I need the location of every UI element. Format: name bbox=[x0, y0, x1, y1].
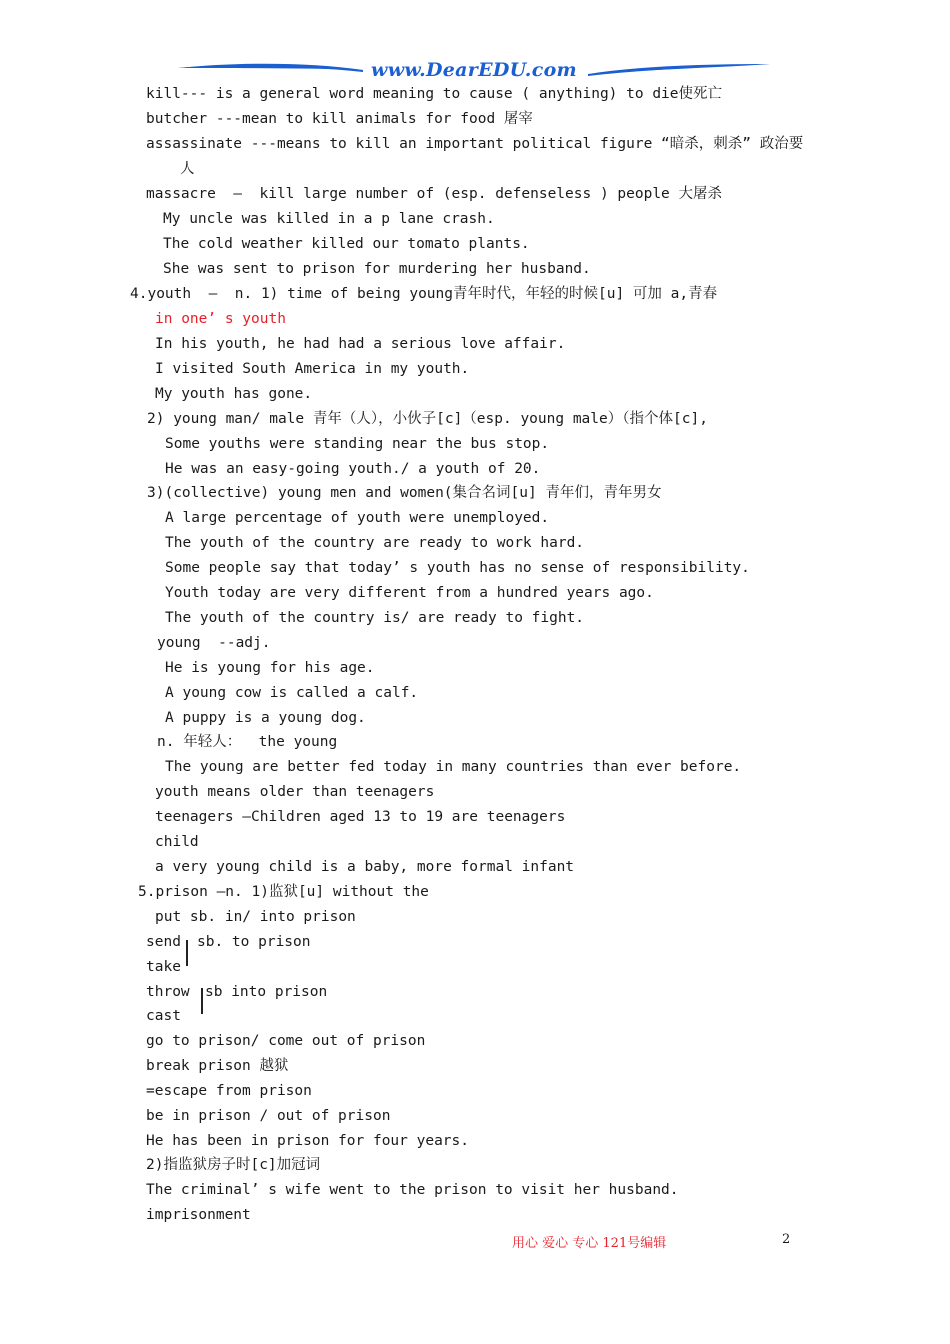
example-sentence: I visited South America in my youth. bbox=[155, 361, 470, 377]
text-line: butcher ---mean to kill animals for food 屠宰 bbox=[146, 111, 533, 127]
example-sentence: He was an easy-going youth./ a youth of 20. bbox=[165, 461, 541, 477]
example-sentence: He is young for his age. bbox=[165, 660, 375, 676]
footer-text: 用心 爱心 专心 121号编辑 bbox=[512, 1236, 667, 1251]
example-sentence: He has been in prison for four years. bbox=[146, 1133, 470, 1149]
example-sentence: The youth of the country is/ are ready to fight. bbox=[165, 610, 585, 626]
entry-heading: 4.youth – n. 1) time of being young青年时代，年轻的时候[u] 可加 a,青春 bbox=[130, 286, 718, 302]
text-line: be in prison / out of prison bbox=[146, 1108, 391, 1124]
sense-heading: n. 年轻人： the young bbox=[157, 734, 338, 750]
bracket-line bbox=[201, 988, 203, 1014]
text-line: youth means older than teenagers bbox=[155, 784, 435, 800]
site-logo[interactable]: www.DearEDU.com bbox=[371, 59, 577, 81]
text-line: teenagers –Children aged 13 to 19 are teenagers bbox=[155, 809, 566, 825]
text-line: a very young child is a baby, more formal infant bbox=[155, 859, 575, 875]
example-sentence: The cold weather killed our tomato plants. bbox=[163, 236, 530, 252]
example-sentence: Some people say that today’ s youth has no sense of responsibility. bbox=[165, 560, 750, 576]
text-line: put sb. in/ into prison bbox=[155, 909, 356, 925]
text-line: kill--- is a general word meaning to cause ( anything) to die使死亡 bbox=[146, 86, 723, 102]
sense-heading: 2)指监狱房子时[c]加冠词 bbox=[146, 1157, 321, 1173]
example-sentence: My youth has gone. bbox=[155, 386, 313, 402]
text-line: send bbox=[146, 934, 181, 950]
text-line: =escape from prison bbox=[146, 1083, 312, 1099]
highlighted-phrase: in one’ s youth bbox=[155, 311, 286, 327]
text-line: sb into prison bbox=[205, 984, 328, 1000]
example-sentence: In his youth, he had had a serious love affair. bbox=[155, 336, 566, 352]
text-line: imprisonment bbox=[146, 1207, 251, 1223]
text-line: child bbox=[155, 834, 199, 850]
example-sentence: The criminal’ s wife went to the prison to visit her husband. bbox=[146, 1182, 679, 1198]
example-sentence: Some youths were standing near the bus stop. bbox=[165, 436, 550, 452]
text-line: assassinate ---means to kill an important political figure “暗杀，刺杀” 政治要 bbox=[146, 136, 804, 152]
example-sentence: The youth of the country are ready to work hard. bbox=[165, 535, 585, 551]
bracket-line bbox=[186, 940, 188, 966]
text-line: massacre – kill large number of (esp. defenseless ) people 大屠杀 bbox=[146, 186, 723, 202]
example-sentence: A young cow is called a calf. bbox=[165, 685, 419, 701]
example-sentence: She was sent to prison for murdering her husband. bbox=[163, 261, 591, 277]
text-line: take bbox=[146, 959, 181, 975]
text-line: throw bbox=[146, 984, 190, 1000]
text-line: cast bbox=[146, 1008, 181, 1024]
entry-heading: 5.prison –n. 1)监狱[u] without the bbox=[138, 884, 429, 900]
text-line: break prison 越狱 bbox=[146, 1058, 289, 1074]
text-line: 人 bbox=[180, 161, 195, 177]
text-line: sb. to prison bbox=[197, 934, 311, 950]
example-sentence: The young are better fed today in many countries than ever before. bbox=[165, 759, 742, 775]
sense-heading: young --adj. bbox=[157, 635, 271, 651]
sense-heading: 3)(collective) young men and women(集合名词[u] 青年们，青年男女 bbox=[147, 485, 662, 501]
example-sentence: Youth today are very different from a hundred years ago. bbox=[165, 585, 654, 601]
example-sentence: A large percentage of youth were unemployed. bbox=[165, 510, 550, 526]
text-line: go to prison/ come out of prison bbox=[146, 1033, 426, 1049]
example-sentence: My uncle was killed in a p lane crash. bbox=[163, 211, 495, 227]
sense-heading: 2) young man/ male 青年（人），小伙子[c]（esp. young male）（指个体[c], bbox=[147, 411, 708, 427]
page-number: 2 bbox=[782, 1232, 791, 1247]
example-sentence: A puppy is a young dog. bbox=[165, 710, 366, 726]
